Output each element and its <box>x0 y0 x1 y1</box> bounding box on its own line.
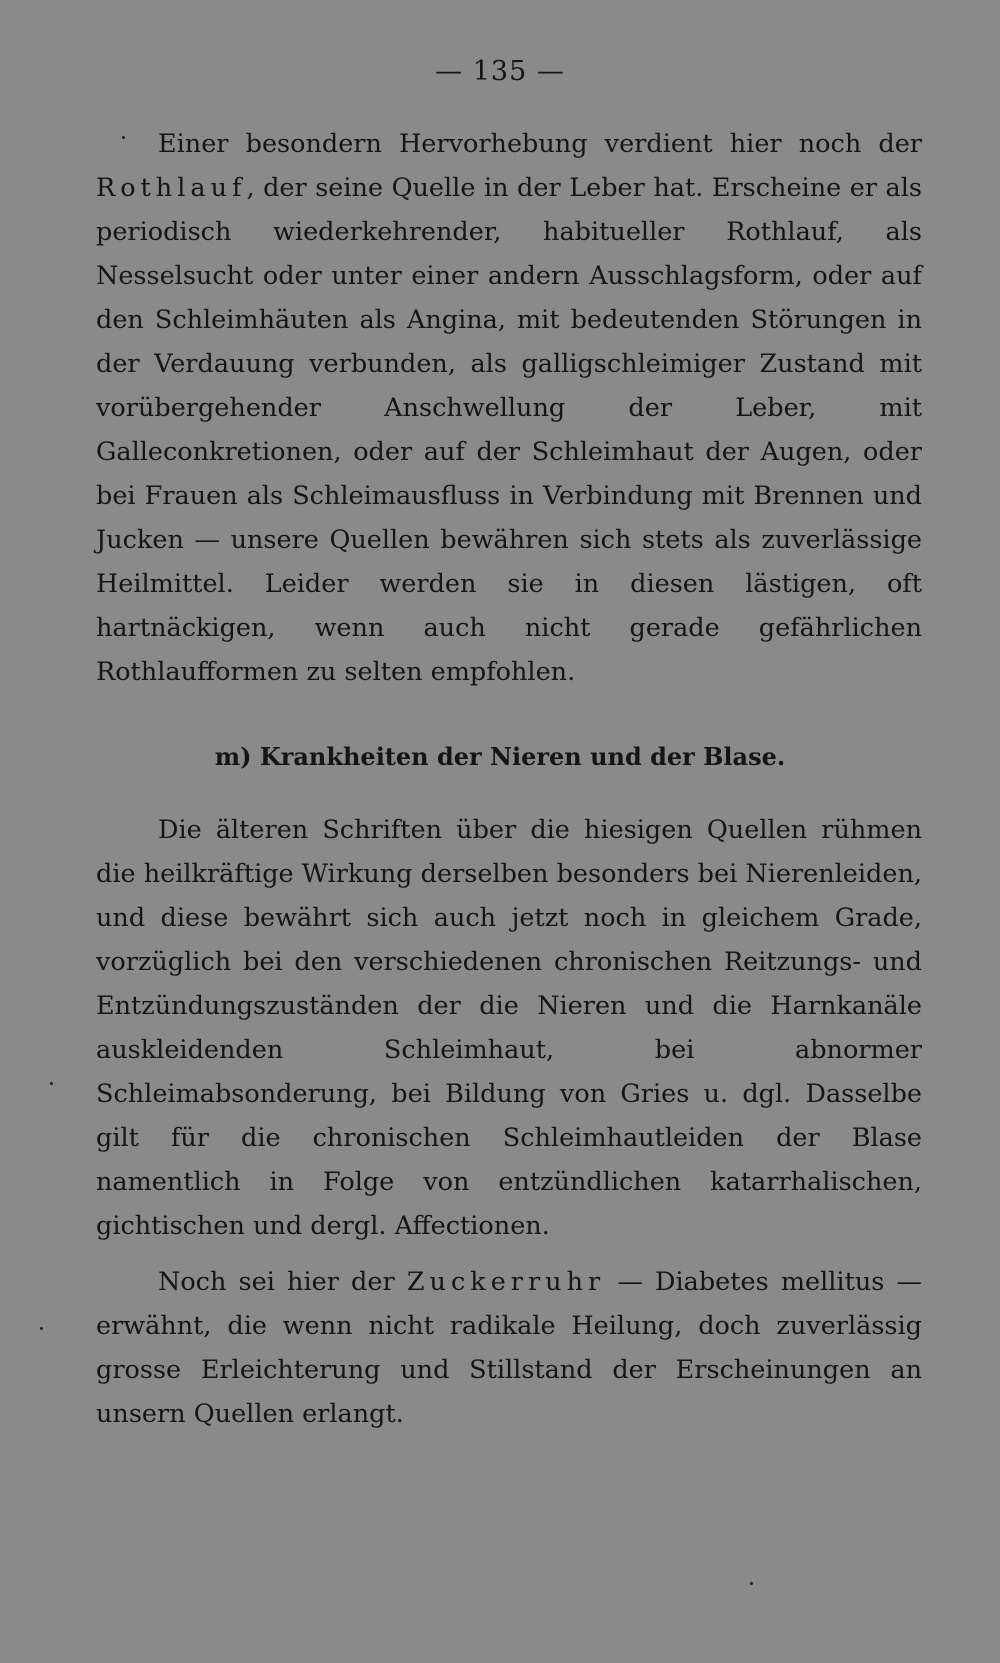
paragraph-zuckerruhr <box>96 1260 922 1436</box>
paragraph-rothlauf <box>96 122 922 694</box>
page-number: — 135 — <box>435 56 565 87</box>
paragraph-text: Noch sei hier der <box>158 1267 407 1297</box>
paragraph-text: — Diabetes mellitus — erwähnt, die wenn nicht radikale Heilung, doch zuverlässig grosse Erleichterung und Stillstand der Erscheinungen an unsern Quellen erlangt. <box>96 1267 923 1429</box>
text-block-zuckerruhr <box>96 1260 922 1436</box>
section-heading: m) Krankheiten der Nieren und der Blase. <box>214 742 786 771</box>
print-speck <box>50 1082 53 1085</box>
text-block-nieren <box>96 808 922 1248</box>
paragraph-nieren: Die älteren Schriften über die hiesigen Quellen rühmen die heilkräftige Wirkung derselben besonders bei Nierenleiden, und diese bewährt sich auch jetzt noch in gleichem Grade, vorzüglich bei den verschiedenen chronischen Reitzungs- und Entzündungszuständen der die Nieren und die Harnkanäle auskleidenden Schleimhaut, bei abnormer Schleimabsonderung, bei Bildung von Gries u. dgl. Dasselbe gilt für die chronischen Schleimhautleiden der Blase namentlich in Folge von entzündlichen katarrhalischen, gichtischen und dergl. Affectionen. <box>96 815 922 1241</box>
paragraph-text: , der seine Quelle in der Leber hat. Erscheine er als periodisch wiederkehrender, habitueller Rothlauf, als Nesselsucht oder unter einer andern Ausschlagsform, oder auf den Schleimhäuten als Angina, mit bedeutenden Störungen in der Verdauung verbunden, als galligschleimiger Zustand mit vorübergehender Anschwellung der Leber, mit Galleconkretionen, oder auf der Schleimhaut der Augen, oder bei Frauen als Schleimausfluss in Verbindung mit Brennen und Jucken — unsere Quellen bewähren sich stets als zuverlässige Heilmittel. Leider werden sie in diesen lästigen, oft hartnäckigen, wenn auch nicht gerade gefährlichen Rothlaufformen zu selten empfohlen. <box>96 173 922 687</box>
print-speck <box>122 136 125 139</box>
spaced-term: Rothlauf <box>96 173 247 203</box>
print-speck <box>750 1582 753 1585</box>
print-speck <box>40 1327 43 1330</box>
text-block-rothlauf <box>96 122 922 694</box>
spaced-term: Zuckerruhr <box>406 1267 606 1297</box>
paragraph-text: Einer besondern Hervorhebung verdient hier noch der <box>158 129 922 159</box>
